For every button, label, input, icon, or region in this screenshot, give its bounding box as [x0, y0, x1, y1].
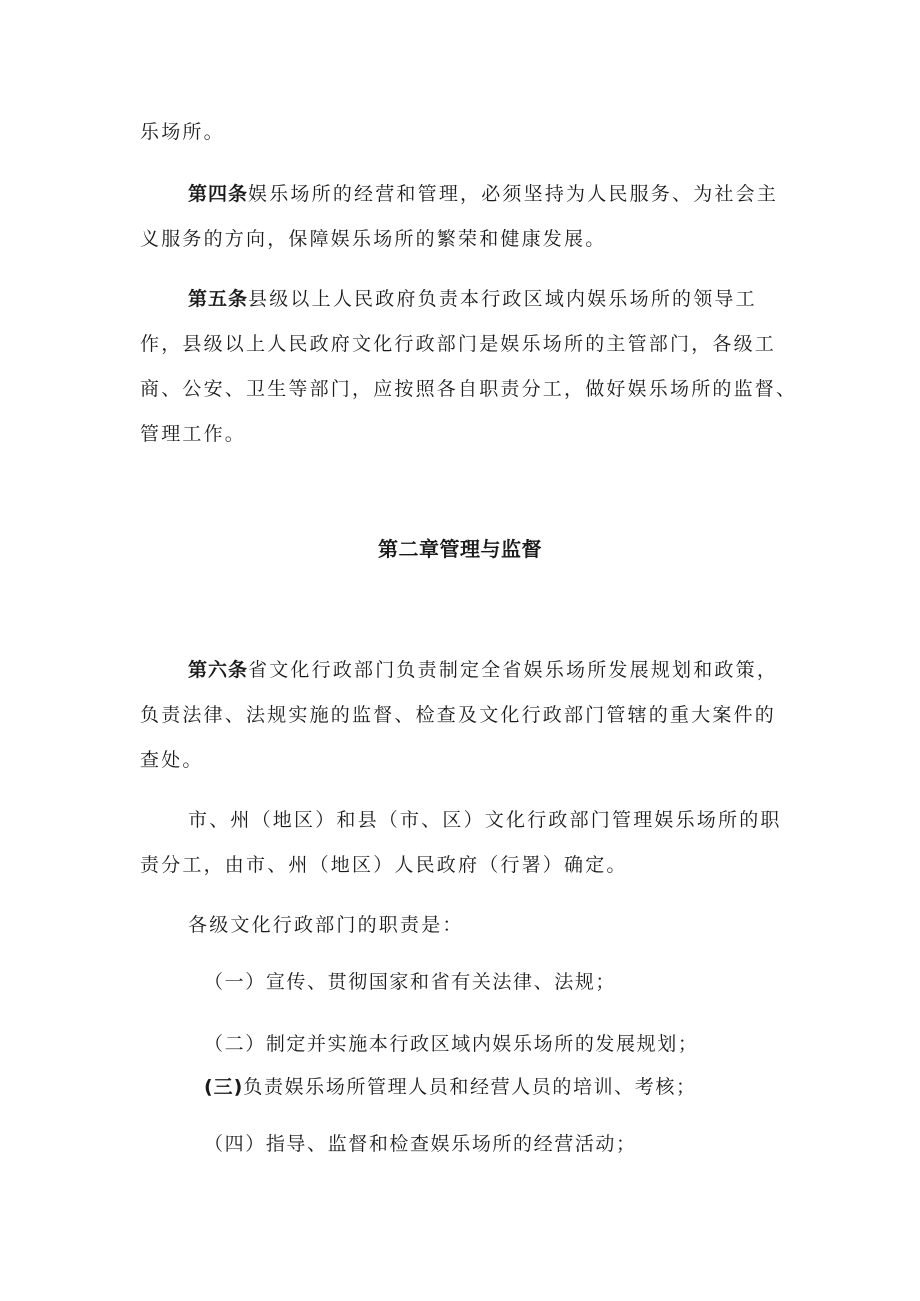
- duty-item-3-label: (三): [204, 1076, 244, 1098]
- duty-item-3: [204, 1073, 864, 1101]
- article-4-label: 第四条: [188, 183, 249, 205]
- duty-item-1: [204, 968, 864, 996]
- article-5-line-4: 管理工作。: [140, 423, 247, 445]
- duty-item-2-text: 制定并实施本行政区域内娱乐场所的发展规划；: [265, 1033, 699, 1055]
- city-paragraph-line-1: 市、州（地区）和县（市、区）文化行政部门管理娱乐场所的职: [188, 809, 782, 831]
- duty-item-2-label: （二）: [204, 1033, 266, 1055]
- duty-item-2: [204, 1030, 864, 1058]
- article-6-text-1: 省文化行政部门负责制定全省娱乐场所发展规划和政策，: [248, 659, 779, 681]
- article-6-line-2: 负责法律、法规实施的监督、检查及文化行政部门管辖的重大案件的: [140, 704, 777, 726]
- article-4-line-2: 义服务的方向，保障娱乐场所的繁荣和健康发展。: [140, 228, 607, 250]
- article-5-label: 第五条: [188, 288, 249, 310]
- article-4-text-1: 娱乐场所的经营和管理，必须坚持为人民服务、为社会主: [248, 183, 779, 205]
- duty-item-3-text: 负责娱乐场所管理人员和经营人员的培训、考核；: [243, 1076, 697, 1098]
- duty-item-1-text: 宣传、贯彻国家和省有关法律、法规；: [265, 971, 617, 993]
- duties-intro: 各级文化行政部门的职责是：: [188, 914, 464, 936]
- duty-item-4-label: （四）: [204, 1133, 266, 1155]
- article-5-line-3: 商、公安、卫生等部门，应按照各自职责分工，做好娱乐场所的监督、: [140, 378, 798, 400]
- article-5-line-2: 作，县级以上人民政府文化行政部门是娱乐场所的主管部门，各级工: [140, 333, 777, 355]
- article-6-line-1: [188, 656, 848, 684]
- duty-item-4: [204, 1130, 864, 1158]
- article-6-label: 第六条: [188, 659, 249, 681]
- city-paragraph-line-2: 责分工，由市、州（地区）人民政府（行署）确定。: [140, 854, 628, 876]
- intro-tail-text: 乐场所。: [140, 121, 225, 143]
- chapter-2-title: 第二章管理与监督: [378, 537, 542, 561]
- article-5-text-1: 县级以上人民政府负责本行政区域内娱乐场所的领导工: [248, 288, 757, 310]
- duty-item-4-text: 指导、监督和检查娱乐场所的经营活动；: [265, 1133, 637, 1155]
- article-4-line-1: [188, 180, 848, 208]
- article-6-line-3: 查处。: [140, 749, 204, 771]
- duty-item-1-label: （一）: [204, 971, 266, 993]
- article-5-line-1: [188, 285, 848, 313]
